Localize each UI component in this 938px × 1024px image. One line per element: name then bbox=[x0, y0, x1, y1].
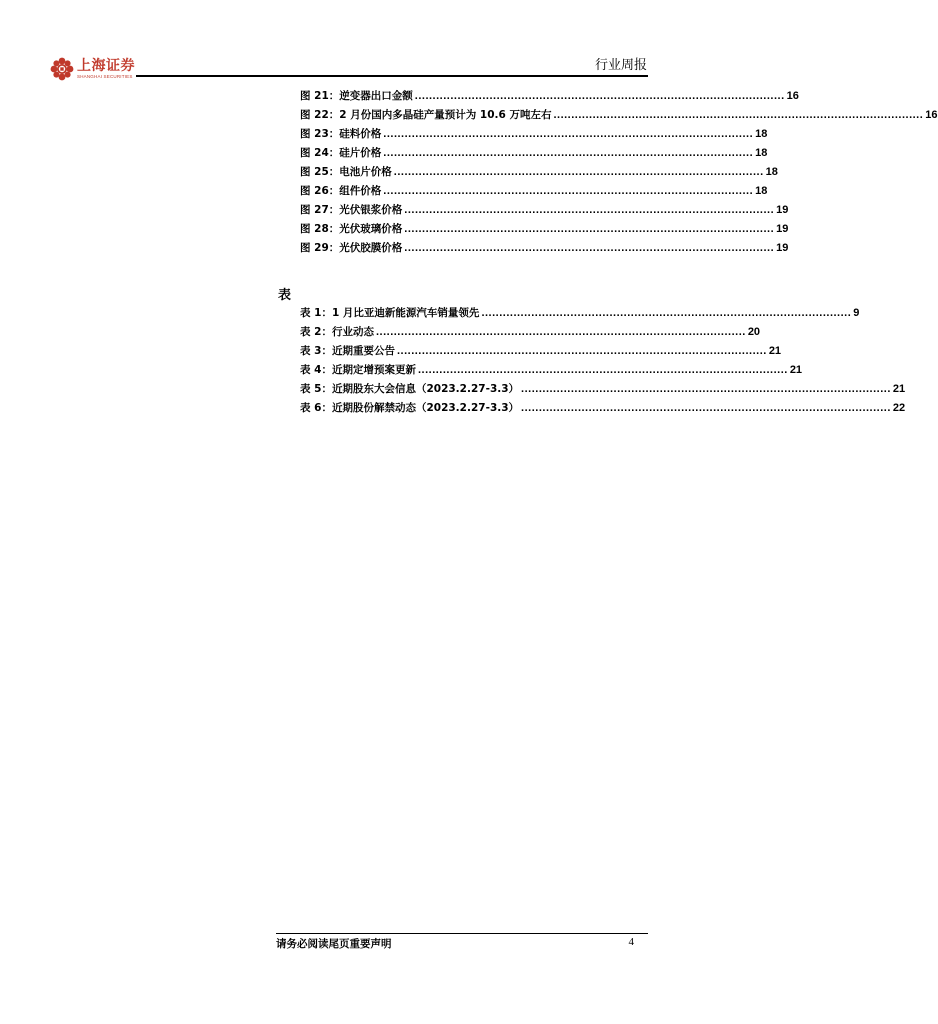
toc-entry-title: 图 23：硅料价格 bbox=[300, 128, 382, 140]
toc-entry-page: 19 bbox=[776, 204, 789, 216]
toc-entry[interactable] bbox=[300, 126, 768, 145]
shanghai-securities-logo-icon bbox=[50, 57, 74, 81]
toc-leader-dots: ........................................................................................................ bbox=[396, 345, 767, 357]
toc-entry[interactable] bbox=[300, 107, 938, 126]
page-number: 4 bbox=[628, 936, 634, 948]
toc-leader-dots: ........................................................................................................ bbox=[414, 90, 785, 102]
table-list bbox=[300, 305, 906, 419]
toc-entry[interactable] bbox=[300, 362, 803, 381]
toc-entry-title: 图 27：光伏银浆价格 bbox=[300, 204, 403, 216]
toc-entry-title: 表 5：近期股东大会信息（2023.2.27-3.3） bbox=[300, 383, 520, 395]
toc-entry-page: 9 bbox=[853, 307, 860, 319]
toc-leader-dots: ........................................................................................................ bbox=[521, 402, 891, 414]
logo-chinese-name: 上海证券 bbox=[77, 57, 135, 74]
toc-entry-title: 图 25：电池片价格 bbox=[300, 166, 392, 178]
toc-entry-page: 18 bbox=[755, 147, 768, 159]
toc-leader-dots: ........................................................................................................ bbox=[393, 166, 764, 178]
toc-entry-page: 19 bbox=[776, 242, 789, 254]
toc-entry-page: 21 bbox=[892, 383, 906, 395]
toc-leader-dots: ........................................................................................................ bbox=[521, 383, 891, 395]
toc-entry-page: 21 bbox=[789, 364, 803, 376]
toc-entry-page: 18 bbox=[765, 166, 778, 178]
toc-entry[interactable] bbox=[300, 240, 789, 259]
toc-entry-title: 表 2：行业动态 bbox=[300, 326, 374, 338]
toc-entry-title: 表 4：近期定增预案更新 bbox=[300, 364, 416, 376]
toc-leader-dots: ........................................................................................................ bbox=[404, 223, 775, 235]
logo-english-name: SHANGHAI SECURITIES bbox=[77, 73, 133, 79]
toc-leader-dots: ........................................................................................................ bbox=[481, 307, 852, 319]
toc-entry[interactable] bbox=[300, 164, 778, 183]
company-logo bbox=[50, 56, 135, 82]
toc-entry-title: 图 22：2 月份国内多晶硅产量预计为 10.6 万吨左右 bbox=[300, 109, 552, 121]
toc-leader-dots: ........................................................................................................ bbox=[553, 109, 924, 121]
footer-disclaimer: 请务必阅读尾页重要声明 bbox=[276, 938, 392, 950]
toc-entry[interactable] bbox=[300, 305, 860, 324]
toc-entry-title: 图 21：逆变器出口金额 bbox=[300, 90, 413, 102]
toc-leader-dots: ........................................................................................................ bbox=[383, 147, 754, 159]
toc-entry-title: 表 6：近期股份解禁动态（2023.2.27-3.3） bbox=[300, 402, 520, 414]
toc-entry[interactable] bbox=[300, 381, 906, 400]
figure-list bbox=[300, 88, 938, 259]
toc-entry[interactable] bbox=[300, 88, 799, 107]
toc-entry[interactable] bbox=[300, 400, 906, 419]
toc-entry[interactable] bbox=[300, 202, 789, 221]
toc-entry-title: 图 24：硅片价格 bbox=[300, 147, 382, 159]
toc-entry[interactable] bbox=[300, 145, 768, 164]
header-divider bbox=[136, 75, 648, 77]
toc-entry-title: 图 26：组件价格 bbox=[300, 185, 382, 197]
toc-entry-title: 图 29：光伏胶膜价格 bbox=[300, 242, 403, 254]
toc-entry[interactable] bbox=[300, 324, 761, 343]
toc-entry-page: 18 bbox=[755, 128, 768, 140]
toc-entry-title: 图 28：光伏玻璃价格 bbox=[300, 223, 403, 235]
toc-entry-page: 19 bbox=[776, 223, 789, 235]
toc-entry[interactable] bbox=[300, 343, 782, 362]
toc-leader-dots: ........................................................................................................ bbox=[375, 326, 746, 338]
toc-entry-page: 16 bbox=[925, 109, 938, 121]
tables-section-heading: 表 bbox=[278, 288, 292, 303]
toc-entry-title: 表 1：1 月比亚迪新能源汽车销量领先 bbox=[300, 307, 480, 319]
toc-entry[interactable] bbox=[300, 221, 789, 240]
toc-leader-dots: ........................................................................................................ bbox=[383, 185, 754, 197]
toc-leader-dots: ........................................................................................................ bbox=[383, 128, 754, 140]
toc-entry-page: 20 bbox=[747, 326, 761, 338]
report-type-title: 行业周报 bbox=[594, 58, 647, 73]
toc-entry-page: 22 bbox=[892, 402, 906, 414]
footer-divider bbox=[276, 933, 648, 934]
toc-leader-dots: ........................................................................................................ bbox=[404, 242, 775, 254]
toc-entry-page: 18 bbox=[755, 185, 768, 197]
toc-entry-page: 16 bbox=[786, 90, 799, 102]
toc-entry-page: 21 bbox=[768, 345, 782, 357]
toc-leader-dots: ........................................................................................................ bbox=[417, 364, 788, 376]
toc-entry-title: 表 3：近期重要公告 bbox=[300, 345, 395, 357]
toc-leader-dots: ........................................................................................................ bbox=[404, 204, 775, 216]
toc-entry[interactable] bbox=[300, 183, 768, 202]
